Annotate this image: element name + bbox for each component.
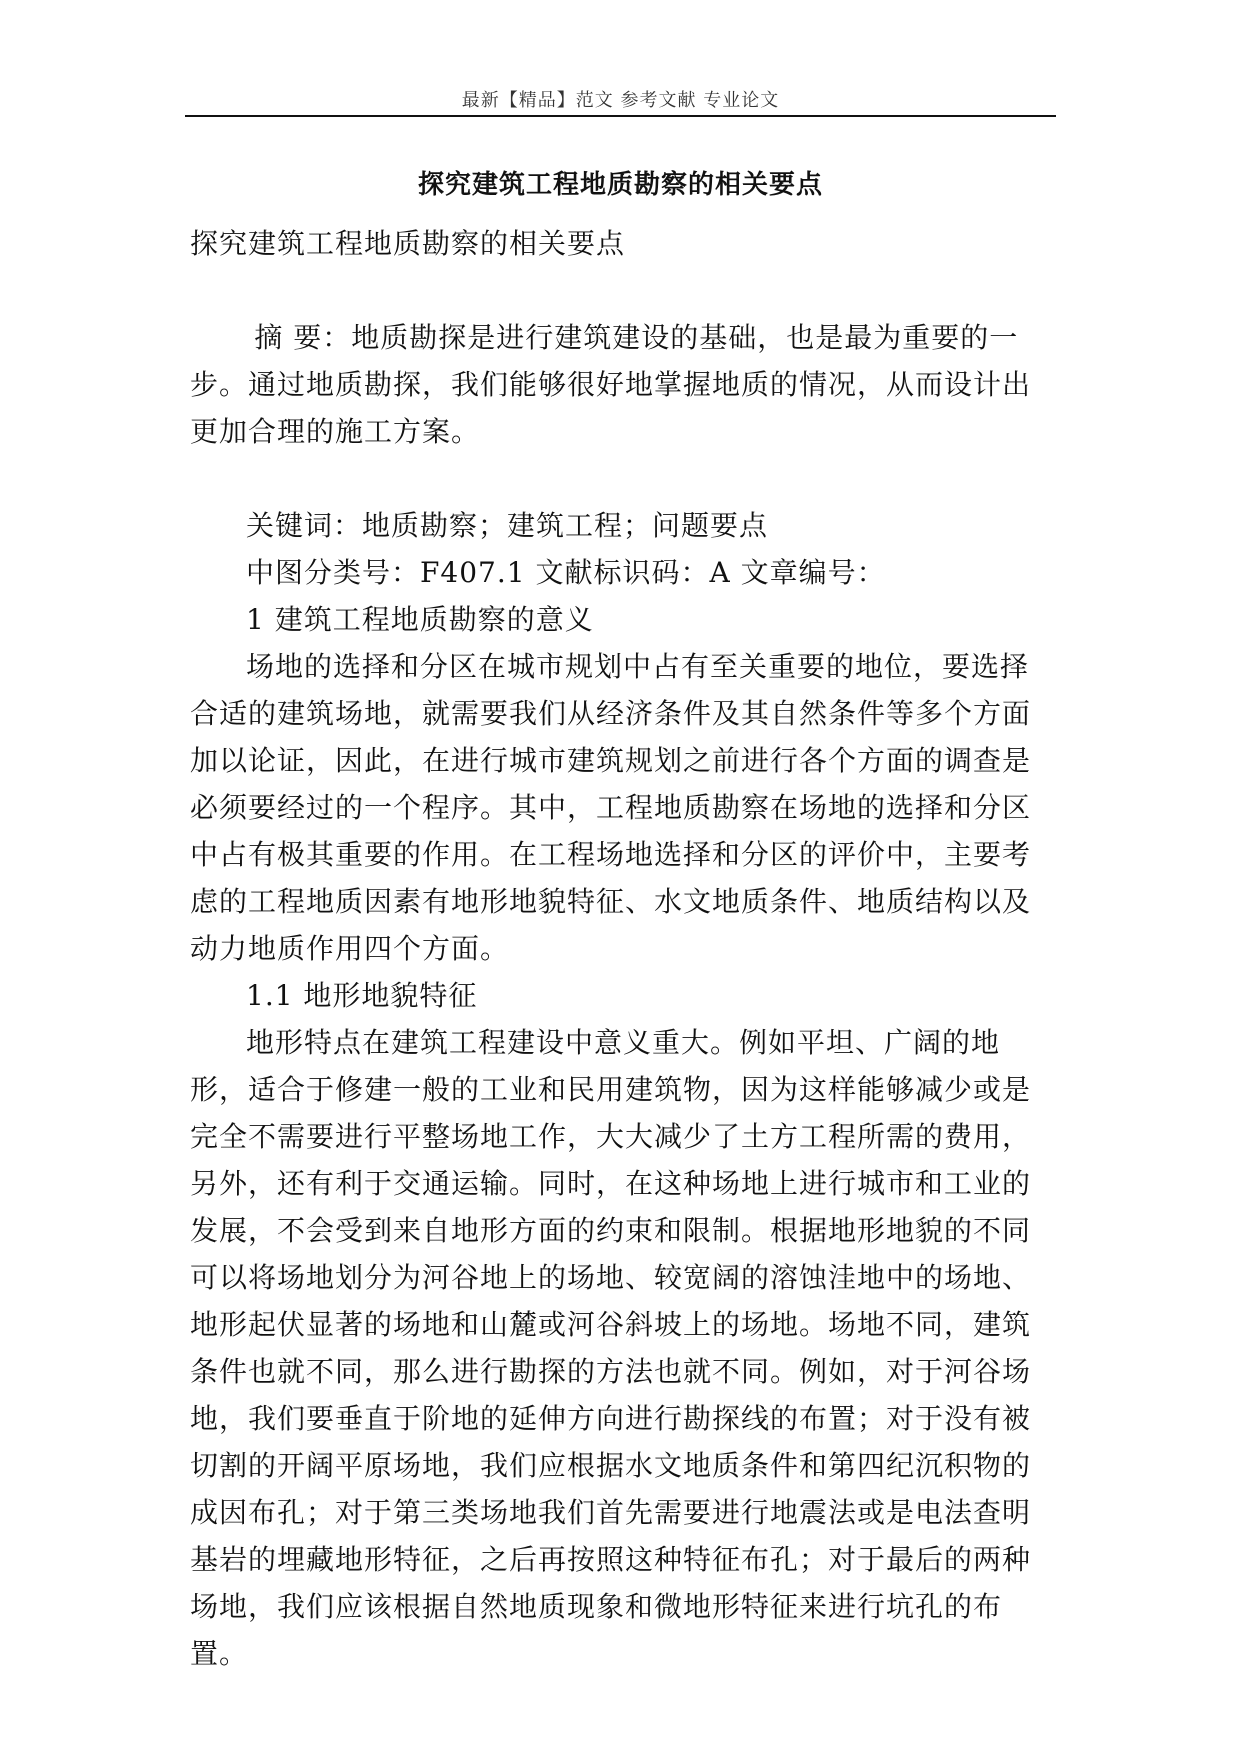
spacer <box>190 267 1050 314</box>
document-title: 探究建筑工程地质勘察的相关要点 <box>417 170 823 200</box>
document-subtitle: 探究建筑工程地质勘察的相关要点 <box>190 227 626 260</box>
keywords-line: 关键词：地质勘察；建筑工程；问题要点 <box>246 509 769 542</box>
section-1-1-paragraph: 地形特点在建筑工程建设中意义重大。例如平坦、广阔的地形，适合于修建一般的工业和民用建筑物，因为这样能够减少或是完全不需要进行平整场地工作，大大减少了土方工程所需的费用，另外，还有利于交通运输。同时，在这种场地上进行城市和工业的发展，不会受到来自地形方面的约束和限制。根据地形地貌的不同可以将场地划分为河谷地上的场地、较宽阔的溶蚀洼地中的场地、地形起伏显著的场地和山麓或河谷斜坡上的场地。场地不同，建筑条件也就不同，那么进行勘探的方法也就不同。例如，对于河谷场地，我们要垂直于阶地的延伸方向进行勘探线的布置；对于没有被切割的开阔平原场地，我们应根据水文地质条件和第四纪沉积物的成因布孔；对于第三类场地我们首先需要进行地震法或是电法查明基岩的埋藏地形特征，之后再按照这种特征布孔；对于最后的两种场地，我们应该根据自然地质现象和微地形特征来进行坑孔的布置。 <box>190 1026 1032 1670</box>
section-1-paragraph: 场地的选择和分区在城市规划中占有至关重要的地位，要选择合适的建筑场地，就需要我们从经济条件及其自然条件等多个方面加以论证，因此，在进行城市建筑规划之前进行各个方面的调查是必须要经过的一个程序。其中，工程地质勘察在场地的选择和分区中占有极其重要的作用。在工程场地选择和分区的评价中，主要考虑的工程地质因素有地形地貌特征、水文地质条件、地质结构以及动力地质作用四个方面。 <box>190 650 1032 965</box>
spacer <box>190 455 1050 502</box>
document-body <box>190 220 1050 1677</box>
section-heading-1: 1 建筑工程地质勘察的意义 <box>246 603 594 636</box>
abstract-paragraph: 摘 要：地质勘探是进行建筑建设的基础，也是最为重要的一步。通过地质勘探，我们能够很好地掌握地质的情况，从而设计出更加合理的施工方案。 <box>190 321 1032 448</box>
header-divider <box>185 115 1056 117</box>
section-heading-1-1: 1.1 地形地貌特征 <box>246 979 478 1012</box>
classification-line: 中图分类号：F407.1 文献标识码：A 文章编号： <box>246 556 886 589</box>
page-header: 最新【精品】范文 参考文献 专业论文 <box>461 90 780 111</box>
